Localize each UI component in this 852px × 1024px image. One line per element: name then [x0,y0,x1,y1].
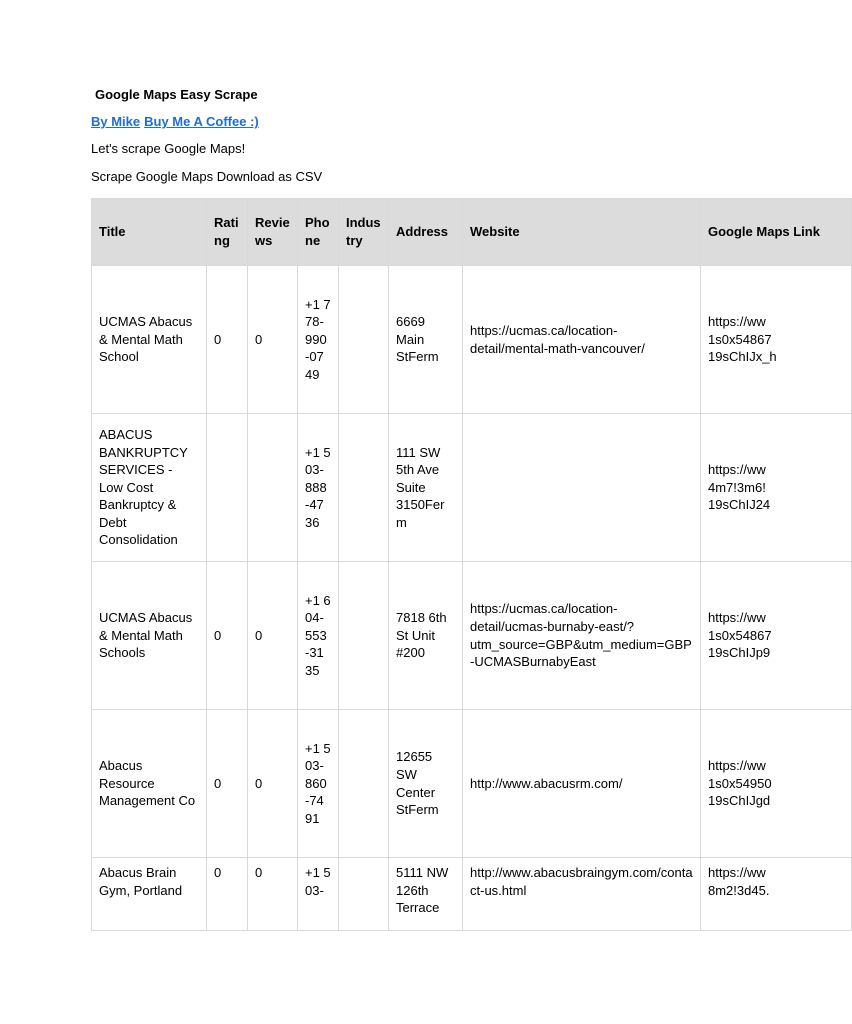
cell-website: https://ucmas.ca/location-detail/mental-math-vancouver/ [463,266,701,414]
maps-link-line: 1s0x54867 [708,331,772,347]
cell-maps-link [701,562,852,710]
table-row [92,266,852,414]
maps-link-line: 19sChIJx_h [708,349,777,365]
maps-link-line: 4m7!3m6! [708,479,766,495]
header-rating: Rating [207,199,248,266]
table-row [92,562,852,710]
cell-industry [339,266,389,414]
maps-link-line: 1s0x54867 [708,627,772,643]
cell-maps-link [701,414,852,562]
maps-link-line: 8m2!3d45. [708,882,770,898]
cell-rating [207,414,248,562]
cell-rating: 0 [207,710,248,858]
header-industry: Industry [339,199,389,266]
cell-rating: 0 [207,858,248,931]
cell-website: https://ucmas.ca/location-detail/ucmas-burnaby-east/?utm_source=GBP&utm_medium=GBP-UCMASBurnabyEast [463,562,701,710]
cell-title: UCMAS Abacus & Mental Math Schools [92,562,207,710]
page-content [91,86,820,931]
cell-title: UCMAS Abacus & Mental Math School [92,266,207,414]
author-links [91,113,768,131]
header-address: Address [389,199,463,266]
cell-website: http://www.abacusbraingym.com/contact-us.html [463,858,701,931]
cell-phone: +1 503-860-7491 [298,710,339,858]
header-google-maps-link: Google Maps Link [701,199,852,266]
cell-phone: +1 503-888-4736 [298,414,339,562]
cell-maps-link [701,266,852,414]
maps-link-line: https://ww [708,462,766,478]
cell-website: http://www.abacusrm.com/ [463,710,701,858]
table-row [92,858,852,931]
cell-reviews [248,414,298,562]
header-website: Website [463,199,701,266]
table-row [92,710,852,858]
cell-maps-link [701,858,852,931]
cell-title: Abacus Brain Gym, Portland [92,858,207,931]
cell-rating: 0 [207,562,248,710]
cell-industry [339,414,389,562]
maps-link-line: 19sChIJgd [708,793,771,809]
results-table-container [91,198,820,931]
cell-phone: +1 778-990-0749 [298,266,339,414]
maps-link-line: 19sChIJp9 [708,645,771,661]
cell-rating: 0 [207,266,248,414]
maps-link-line: https://ww [708,314,766,330]
header-phone: Phone [298,199,339,266]
maps-link-line: 1s0x54950 [708,775,772,791]
cell-title: ABACUS BANKRUPTCY SERVICES - Low Cost Bankruptcy & Debt Consolidation [92,414,207,562]
author-link[interactable]: By Mike [91,114,141,129]
cell-title: Abacus Resource Management Co [92,710,207,858]
maps-link-line: https://ww [708,758,766,774]
maps-link-line: 19sChIJ24 [708,497,771,513]
cell-industry [339,562,389,710]
cell-address: 111 SW 5th Ave Suite 3150Ferm [389,414,463,562]
table-header-row [92,199,852,266]
buy-coffee-link[interactable]: Buy Me A Coffee :) [144,114,259,129]
cell-phone: +1 604-553-3135 [298,562,339,710]
cell-reviews: 0 [248,562,298,710]
header-title: Title [92,199,207,266]
cell-address: 12655 SW Center StFerm [389,710,463,858]
results-table [91,198,852,931]
download-text: Scrape Google Maps Download as CSV [91,169,323,184]
cell-phone: +1 503- [298,858,339,931]
intro-text: Let's scrape Google Maps! [91,141,246,156]
maps-link-line: https://ww [708,865,766,880]
cell-industry [339,858,389,931]
cell-reviews: 0 [248,858,298,931]
cell-maps-link [701,710,852,858]
maps-link-line: https://ww [708,610,766,626]
header-reviews: Reviews [248,199,298,266]
cell-address: 5111 NW 126th Terrace [389,858,463,931]
cell-reviews: 0 [248,266,298,414]
page-title: Google Maps Easy Scrape [95,87,258,102]
cell-industry [339,710,389,858]
cell-website [463,414,701,562]
cell-reviews: 0 [248,710,298,858]
table-row [92,414,852,562]
cell-address: 6669 Main StFerm [389,266,463,414]
cell-address: 7818 6th St Unit #200 [389,562,463,710]
